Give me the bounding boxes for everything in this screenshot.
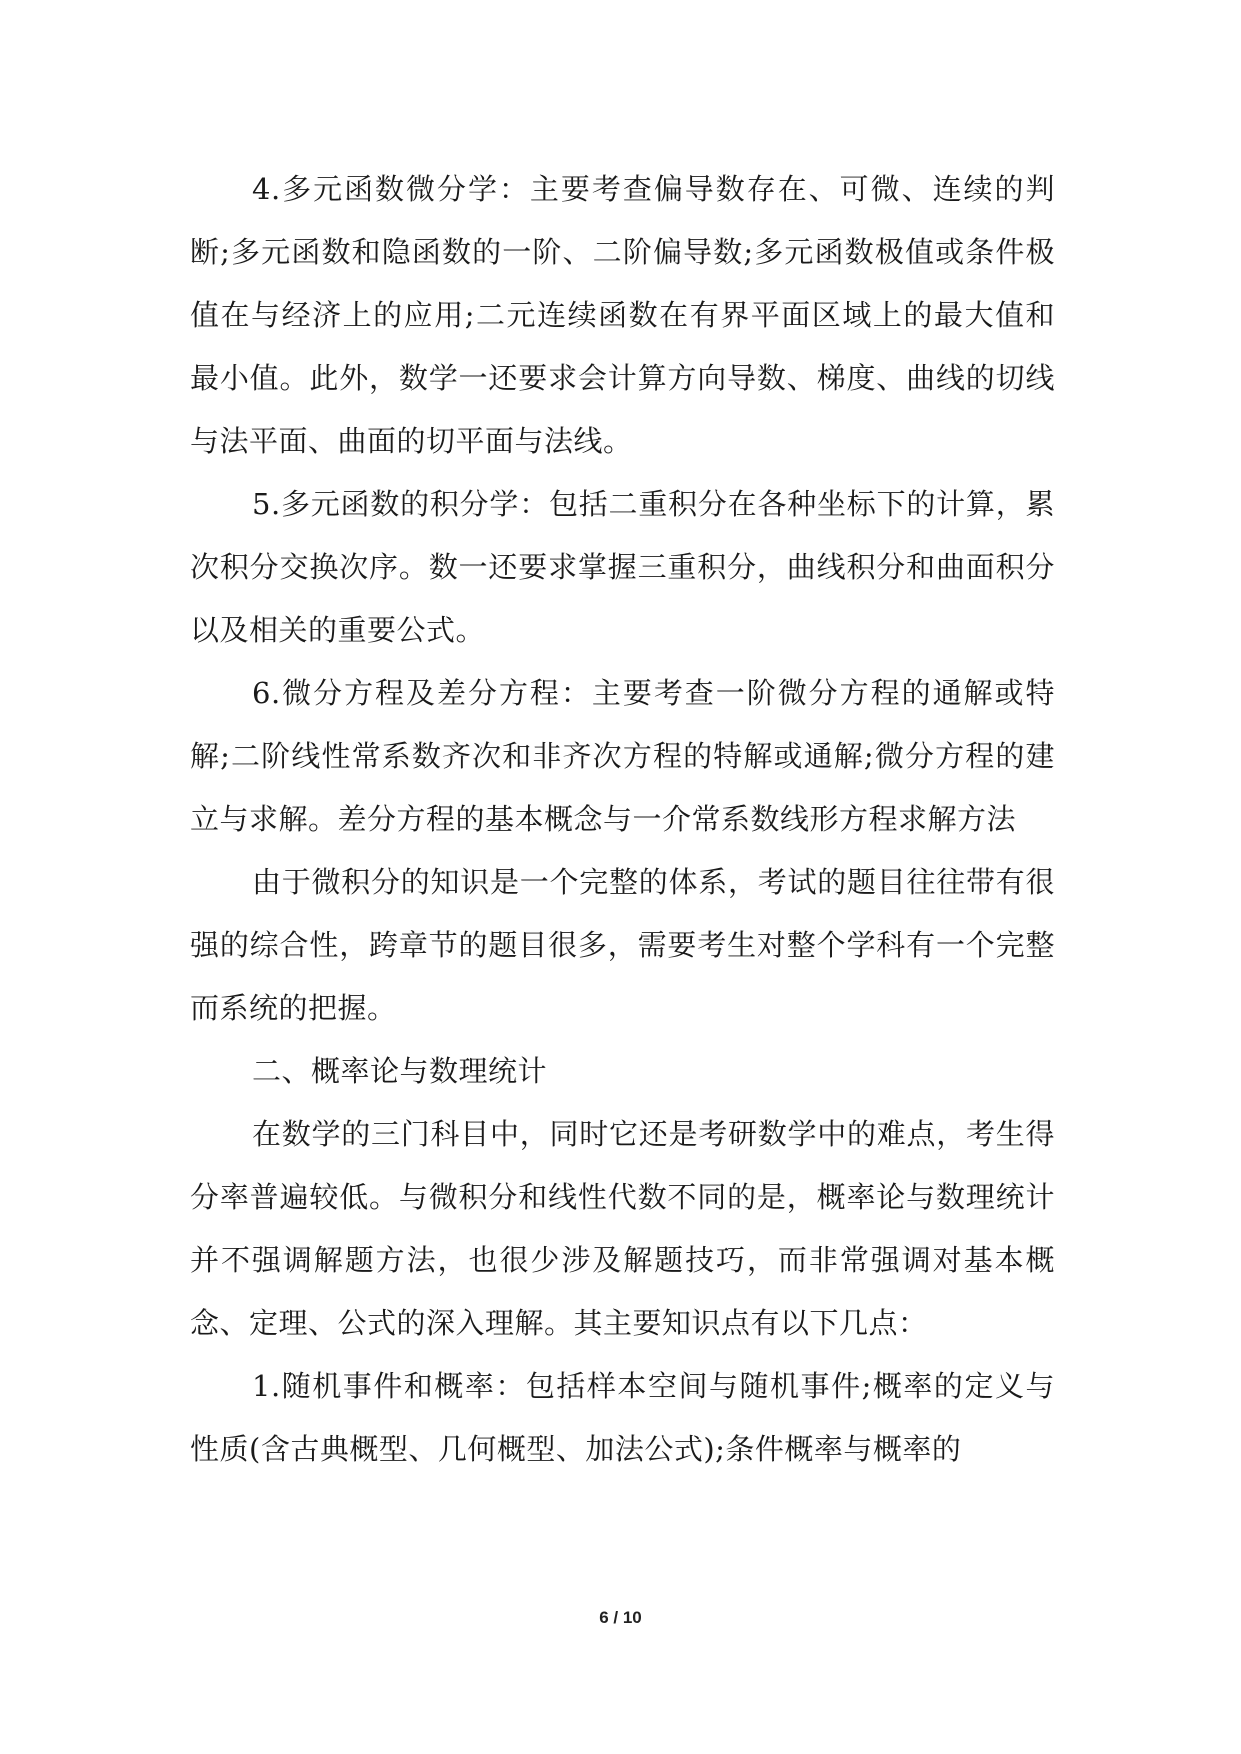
paragraph-multivariable-differential: 4.多元函数微分学：主要考查偏导数存在、可微、连续的判断;多元函数和隐函数的一阶、二阶偏导数;多元函数极值或条件极值在与经济上的应用;二元连续函数在有界平面区域上的最大值和最小值。此外，数学一还要求会计算方向导数、梯度、曲线的切线与法平面、曲面的切平面与法线。 [190, 172, 1055, 458]
section-heading-probability: 二、概率论与数理统计 [252, 1054, 548, 1088]
paragraph-probability-intro: 在数学的三门科目中，同时它还是考研数学中的难点，考生得分率普遍较低。与微积分和线性代数不同的是，概率论与数理统计并不强调解题方法，也很少涉及解题技巧，而非常强调对基本概念、定理、公式的深入理解。其主要知识点有以下几点： [190, 1117, 1055, 1340]
page-number: 6 / 10 [599, 1608, 642, 1627]
paragraph-calculus-summary: 由于微积分的知识是一个完整的体系，考试的题目往往带有很强的综合性，跨章节的题目很多，需要考生对整个学科有一个完整而系统的把握。 [190, 865, 1055, 1025]
document-body [190, 158, 1055, 1481]
paragraph-random-events: 1.随机事件和概率：包括样本空间与随机事件;概率的定义与性质(含古典概型、几何概型、加法公式);条件概率与概率的 [190, 1369, 1055, 1466]
paragraph-multivariable-integral: 5.多元函数的积分学：包括二重积分在各种坐标下的计算，累次积分交换次序。数一还要求掌握三重积分，曲线积分和曲面积分以及相关的重要公式。 [190, 487, 1055, 647]
paragraph-differential-equations: 6.微分方程及差分方程：主要考查一阶微分方程的通解或特解;二阶线性常系数齐次和非齐次方程的特解或通解;微分方程的建立与求解。差分方程的基本概念与一介常系数线形方程求解方法 [190, 676, 1055, 836]
